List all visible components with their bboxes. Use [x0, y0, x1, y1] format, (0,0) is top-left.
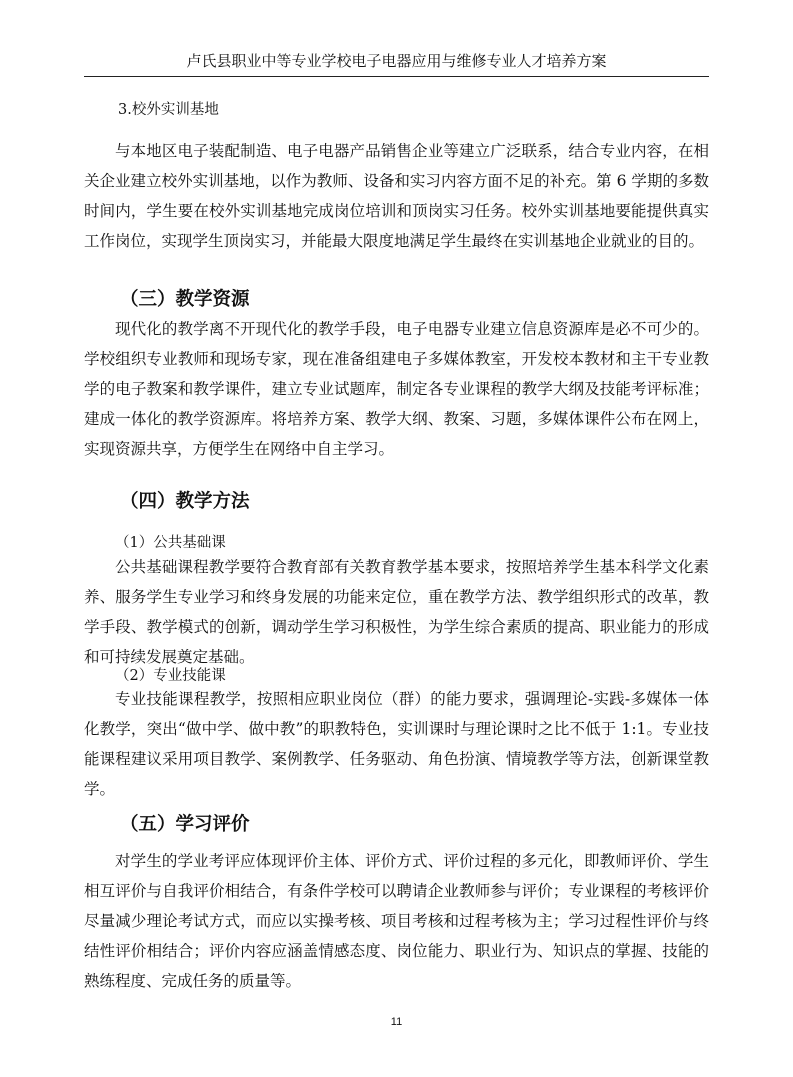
teaching-resources-paragraph: 现代化的教学离不开现代化的教学手段，电子电器专业建立信息资源库是必不可少的。学校组织专业教师和现场专家，现在准备组建电子多媒体教室，开发校本教材和主干专业教学的电子教案和教学课件，建立专业试题库，制定各专业课程的教学大纲及技能考评标准；建成一体化的教学资源库。将培养方案、教学大纲、教案、习题，多媒体课件公布在网上，实现资源共享，方便学生在网络中自主学习。: [84, 320, 709, 458]
offcampus-paragraph: 与本地区电子装配制造、电子电器产品销售企业等建立广泛联系，结合专业内容，在相关企业建立校外实训基地，以作为教师、设备和实习内容方面不足的补充。第 6 学期的多数时间内，学生要在校外实训基地完成岗位培训和顶岗实习任务。校外实训基地要能提供真实工作岗位，实现学生顶岗实习，并能最大限度地满足学生最终在实训基地企业就业的目的。: [84, 142, 709, 250]
evaluation-paragraph: 对学生的学业考评应体现评价主体、评价方式、评价过程的多元化，即教师评价、学生相互评价与自我评价相结合，有条件学校可以聘请企业教师参与评价；专业课程的考核评价尽量减少理论考试方式，而应以实操考核、项目考核和过程考核为主；学习过程性评价与终结性评价相结合；评价内容应涵盖情感态度、岗位能力、职业行为、知识点的掌握、技能的熟练程度、完成任务的质量等。: [84, 852, 709, 990]
public-course-paragraph: 公共基础课程教学要符合教育部有关教育教学基本要求，按照培养学生基本科学文化素养、服务学生专业学习和终身发展的功能来定位，重在教学方法、教学组织形式的改革，教学手段、教学模式的创新，调动学生学习积极性，为学生综合素质的提高、职业能力的形成和可持续发展奠定基础。: [84, 558, 709, 666]
skills-course-paragraph: 专业技能课程教学，按照相应职业岗位（群）的能力要求，强调理论-实践-多媒体一体化教学，突出“做中学、做中教”的职教特色，实训课时与理论课时之比不低于 1:1。专业技能课程建议采用项目教学、案例教学、任务驱动、角色扮演、情境教学等方法，创新课堂教学。: [84, 690, 709, 798]
public-course-heading: （1）公共基础课: [115, 535, 226, 551]
teaching-methods-heading: （四）教学方法: [120, 491, 250, 512]
offcampus-heading: 3.校外实训基地: [118, 102, 219, 118]
teaching-resources-heading: （三）教学资源: [120, 289, 250, 310]
skills-course-heading: （2）专业技能课: [115, 668, 226, 684]
page-header: 卢氏县职业中等专业学校电子电器应用与维修专业人才培养方案: [84, 48, 709, 77]
evaluation-heading: （五）学习评价: [120, 814, 250, 835]
page-number: 11: [390, 1016, 403, 1028]
